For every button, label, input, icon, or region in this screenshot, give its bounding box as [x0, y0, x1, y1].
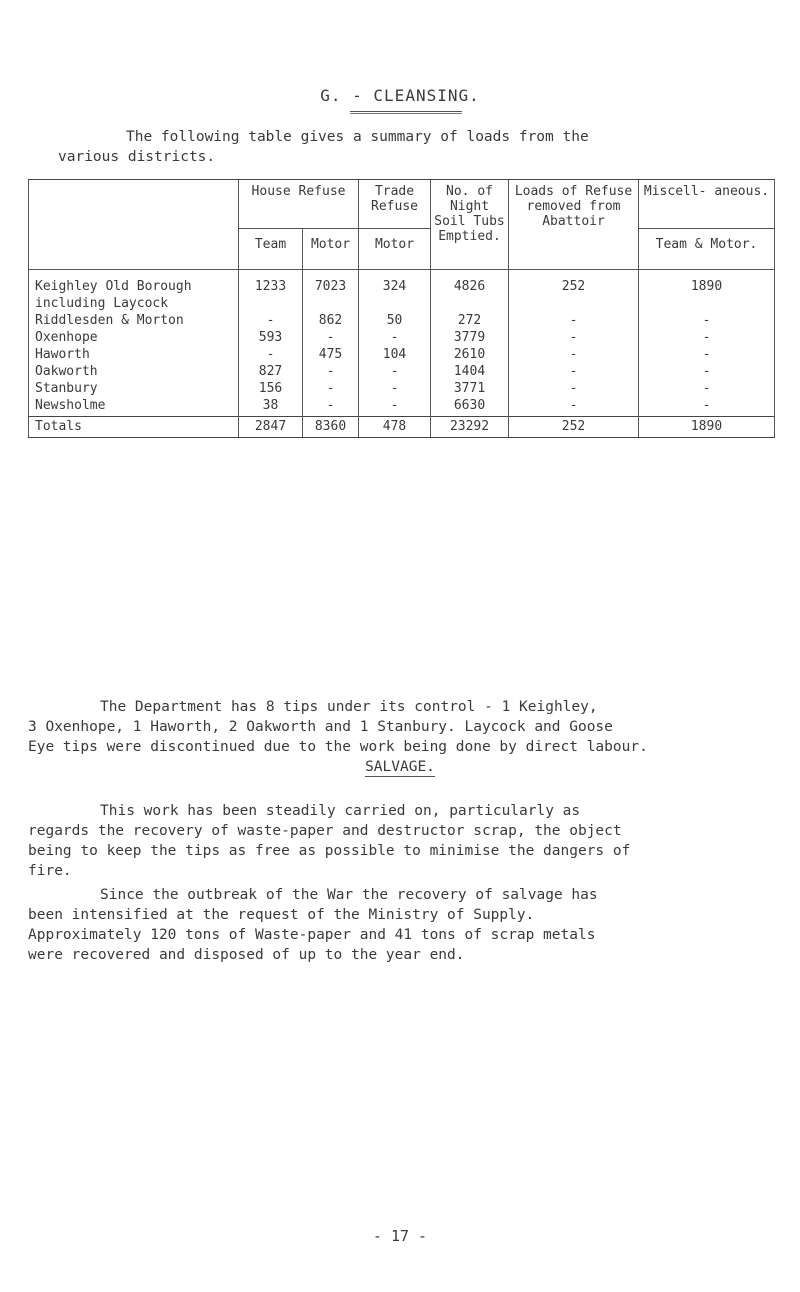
misc-value: - — [639, 363, 775, 380]
night-soil-header: No. of Night Soil Tubs Emptied. — [431, 180, 509, 270]
tips-line-2: 3 Oxenhope, 1 Haworth, 2 Oakworth and 1 Stanbury. Laycock and Goose — [28, 719, 613, 735]
house-motor-value: 475 — [303, 346, 359, 363]
misc-value: - — [639, 397, 775, 417]
trade-motor-header: Motor — [359, 229, 431, 270]
totals-label: Totals — [29, 417, 239, 438]
salvage-paragraph-1 — [28, 801, 768, 881]
total-night-soil: 23292 — [431, 417, 509, 438]
house-team-value: - — [239, 312, 303, 329]
house-motor-value: - — [303, 363, 359, 380]
total-house-motor: 8360 — [303, 417, 359, 438]
total-trade-motor: 478 — [359, 417, 431, 438]
night-soil-value: 272 — [431, 312, 509, 329]
trade-motor-value: - — [359, 397, 431, 417]
loads-table — [28, 179, 775, 438]
salvage-paragraph-2 — [28, 885, 768, 965]
trade-motor-value: 104 — [359, 346, 431, 363]
house-team-value: 593 — [239, 329, 303, 346]
totals-row — [29, 417, 775, 438]
house-motor-value: - — [303, 380, 359, 397]
table-row — [29, 312, 775, 329]
district-name: Haworth — [29, 346, 239, 363]
trade-refuse-header: Trade Refuse — [359, 180, 431, 229]
house-motor-value: 7023 — [303, 270, 359, 313]
house-motor-value: - — [303, 329, 359, 346]
house-team-value: 38 — [239, 397, 303, 417]
district-name: Keighley Old Borough including Laycock — [29, 270, 239, 313]
district-name: Stanbury — [29, 380, 239, 397]
district-name: Oakworth — [29, 363, 239, 380]
trade-motor-value: 50 — [359, 312, 431, 329]
tips-line-3: Eye tips were discontinued due to the work being done by direct labour. — [28, 739, 648, 755]
district-name: Newsholme — [29, 397, 239, 417]
trade-motor-value: - — [359, 363, 431, 380]
total-misc: 1890 — [639, 417, 775, 438]
misc-value: - — [639, 346, 775, 363]
abattoir-value: - — [509, 329, 639, 346]
house-refuse-header: House Refuse — [239, 180, 359, 229]
trade-motor-value: - — [359, 329, 431, 346]
misc-value: - — [639, 380, 775, 397]
house-team-value: 156 — [239, 380, 303, 397]
district-name: Oxenhope — [29, 329, 239, 346]
tips-paragraph — [28, 697, 768, 757]
abattoir-value: 252 — [509, 270, 639, 313]
misc-value: 1890 — [639, 270, 775, 313]
salvage-p2-line-2: been intensified at the request of the Ministry of Supply. — [28, 907, 535, 923]
misc-team-motor-header: Team & Motor. — [639, 229, 775, 270]
salvage-heading-text: SALVAGE. — [365, 759, 435, 775]
salvage-heading — [0, 759, 800, 775]
abattoir-value: - — [509, 380, 639, 397]
salvage-p2-line-1: Since the outbreak of the War the recovery of salvage has — [100, 887, 598, 903]
table-row — [29, 346, 775, 363]
house-team-value: - — [239, 346, 303, 363]
salvage-p1-line-1: This work has been steadily carried on, particularly as — [100, 803, 581, 819]
salvage-p2-line-3: Approximately 120 tons of Waste-paper and 41 tons of scrap metals — [28, 927, 596, 943]
night-soil-value: 4826 — [431, 270, 509, 313]
table-row — [29, 329, 775, 346]
salvage-p1-line-4: fire. — [28, 863, 72, 879]
misc-value: - — [639, 312, 775, 329]
misc-value: - — [639, 329, 775, 346]
house-team-header: Team — [239, 229, 303, 270]
night-soil-value: 6630 — [431, 397, 509, 417]
total-abattoir: 252 — [509, 417, 639, 438]
salvage-p1-line-2: regards the recovery of waste-paper and destructor scrap, the object — [28, 823, 622, 839]
abattoir-value: - — [509, 397, 639, 417]
salvage-p1-line-3: being to keep the tips as free as possible to minimise the dangers of — [28, 843, 631, 859]
trade-motor-value: 324 — [359, 270, 431, 313]
tips-line-1: The Department has 8 tips under its control - 1 Keighley, — [100, 699, 598, 715]
night-soil-value: 2610 — [431, 346, 509, 363]
intro-line-1: The following table gives a summary of loads from the — [126, 129, 589, 145]
intro-paragraph — [58, 127, 758, 167]
district-header — [29, 180, 239, 270]
house-team-value: 1233 — [239, 270, 303, 313]
house-motor-value: - — [303, 397, 359, 417]
night-soil-value: 3779 — [431, 329, 509, 346]
table-row — [29, 270, 775, 313]
house-motor-value: 862 — [303, 312, 359, 329]
abattoir-value: - — [509, 346, 639, 363]
abattoir-value: - — [509, 312, 639, 329]
house-team-value: 827 — [239, 363, 303, 380]
house-motor-header: Motor — [303, 229, 359, 270]
district-name: Riddlesden & Morton — [29, 312, 239, 329]
page-number: - 17 - — [372, 1227, 428, 1245]
abattoir-header: Loads of Refuse removed from Abattoir — [509, 180, 639, 270]
table-row — [29, 397, 775, 417]
night-soil-value: 1404 — [431, 363, 509, 380]
table-row — [29, 380, 775, 397]
heading-underline — [350, 111, 462, 114]
salvage-p2-line-4: were recovered and disposed of up to the year end. — [28, 947, 465, 963]
trade-motor-value: - — [359, 380, 431, 397]
night-soil-value: 3771 — [431, 380, 509, 397]
intro-line-2: various districts. — [58, 149, 216, 165]
table-row — [29, 363, 775, 380]
miscellaneous-header: Miscell- aneous. — [639, 180, 775, 229]
total-house-team: 2847 — [239, 417, 303, 438]
abattoir-value: - — [509, 363, 639, 380]
section-heading: G. - CLEANSING. — [320, 86, 480, 105]
